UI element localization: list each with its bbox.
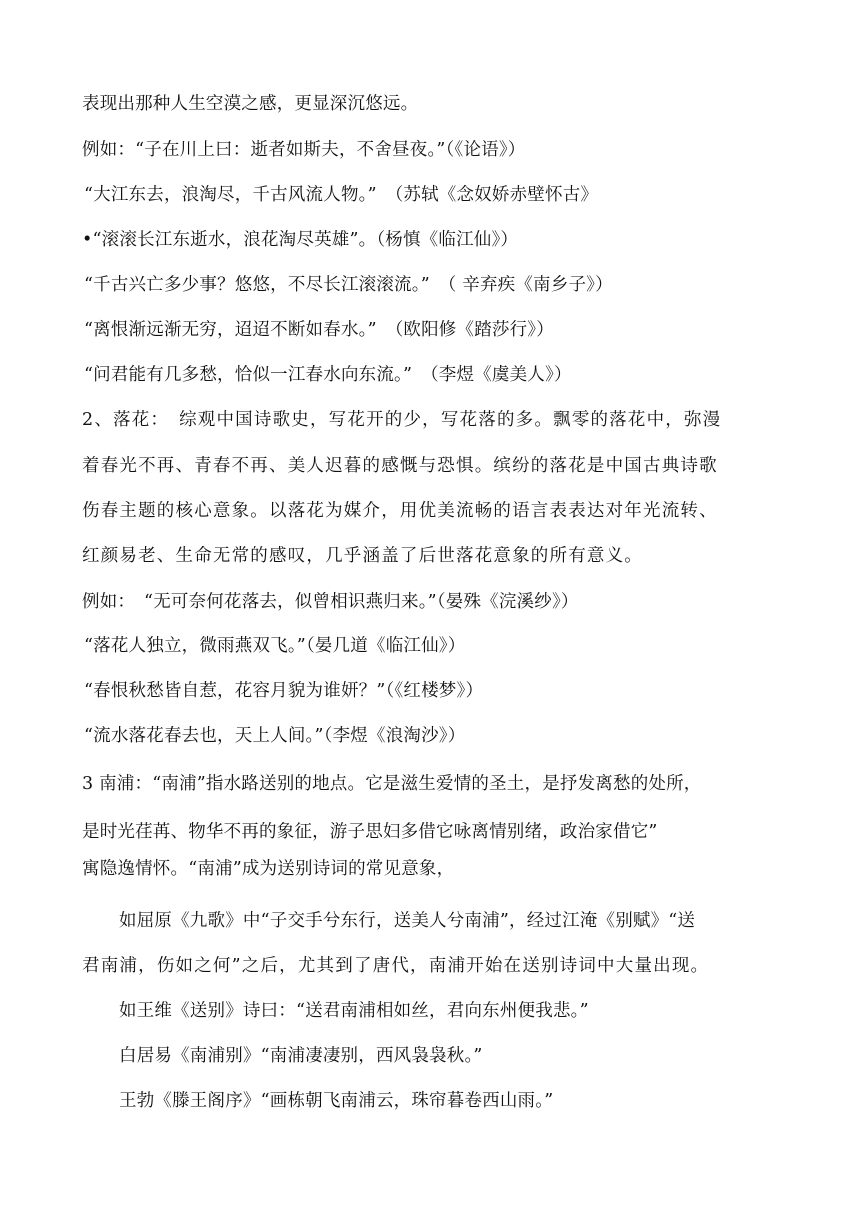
text-line: 红颜易老、生命无常的感叹，几乎涵盖了后世落花意象的所有意义。 [82,546,643,566]
quote-line: “问君能有几多愁，恰似一江春水向东流。” （李煜《虞美人》） [84,365,572,385]
section-heading-line: 2、落花： 综观中国诗歌史，写花开的少，写花落的多。飘零的落花中，弥漫 [82,410,722,430]
quote-line: “离恨渐远渐无穷，迢迢不断如春水。” （欧阳修《踏莎行》） [84,320,554,340]
text-line: 白居易《南浦别》“南浦凄凄别，西风袅袅秋。” [119,1046,483,1066]
text-line: 着春光不再、青春不再、美人迟暮的感慨与恐惧。缤纷的落花是中国古典诗歌 [82,456,718,476]
text-line: 表现出那种人生空漠之感，更显深沉悠远。 [82,94,419,114]
text-line: 王勃《滕王阁序》“画栋朝飞南浦云，珠帘暮卷西山雨。” [119,1091,554,1111]
quote-line: “流水落花春去也，天上人间。”（李煜《浪淘沙》） [84,726,466,746]
text-line: 例如：“子在川上曰：逝者如斯夫，不舍昼夜。”（《论语》） [82,140,526,160]
text-line: 如屈原《九歌》中“子交手兮东行，送美人兮南浦”，经过江淹《别赋》“送 [119,911,696,931]
text-line: 伤春主题的核心意象。以落花为媒介，用优美流畅的语言表表达对年光流转、 [82,501,718,521]
text-line: 君南浦，伤如之何”之后，尤其到了唐代，南浦开始在送别诗词中大量出现。 [82,956,710,976]
quote-line: “春恨秋愁皆自惹，花容月貌为谁妍？”（《红楼梦》） [84,681,484,701]
quote-line: •“滚滚长江东逝水，浪花淘尽英雄”。（杨慎《临江仙》） [82,230,519,250]
quote-line: “千古兴亡多少事？悠悠，不尽长江滚滚流。” （ 辛弃疾《南乡子》） [84,275,613,295]
quote-line: “大江东去，浪淘尽，千古风流人物。” （苏轼《念奴娇赤壁怀古》 [84,185,599,205]
text-line: 是时光荏苒、物华不再的象征，游子思妇多借它咏离情别绪，政治家借它” [82,822,658,842]
text-line: 如王维《送别》诗曰：“送君南浦相如丝，君向东州便我悲。” [119,1001,589,1021]
quote-line: “落花人独立，微雨燕双飞。”（晏几道《临江仙》） [84,636,466,656]
section-heading-line: 3 南浦：“南浦”指水路送别的地点。它是滋生爱情的圣土，是抒发离愁的处所， [82,774,702,794]
text-line: 例如： “无可奈何花落去，似曾相识燕归来。”（晏殊《浣溪纱》） [82,592,579,612]
text-line: 寓隐逸情怀。“南浦”成为送别诗词的常见意象， [82,859,455,879]
